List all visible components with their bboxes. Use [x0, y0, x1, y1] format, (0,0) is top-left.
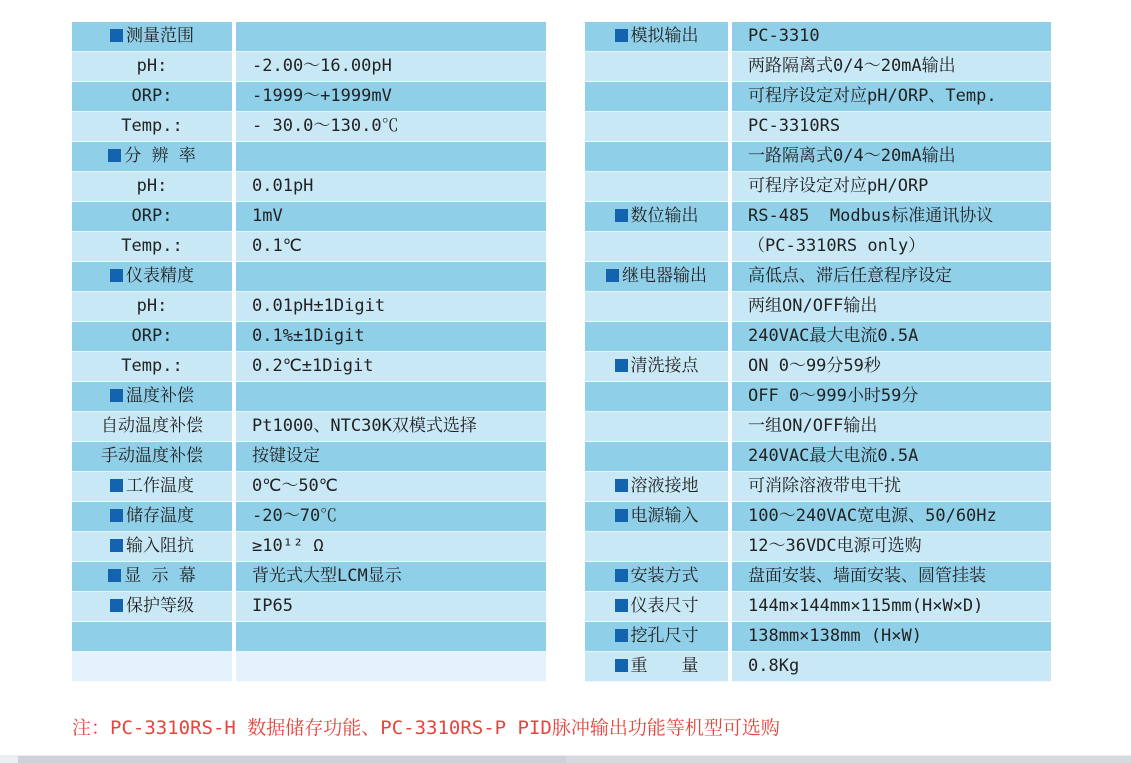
spec-label: 数位输出 [585, 202, 728, 232]
table-row [585, 22, 1051, 52]
spec-label [585, 142, 728, 172]
spec-value: 240VAC最大电流0.5A [732, 322, 1051, 352]
spec-label: 电源输入 [585, 502, 728, 532]
table-row [72, 382, 546, 412]
table-row [72, 82, 546, 112]
section-bullet-square-icon [615, 359, 628, 372]
spec-label: 清洗接点 [585, 352, 728, 382]
spec-value: 240VAC最大电流0.5A [732, 442, 1051, 472]
spec-label [585, 382, 728, 412]
section-bullet-square-icon [108, 569, 121, 582]
spec-value: -20～70℃ [236, 502, 546, 532]
section-bullet-square-icon [110, 599, 123, 612]
spec-value: （PC-3310RS only） [732, 232, 1051, 262]
table-row [585, 412, 1051, 442]
table-row [72, 622, 546, 652]
spec-value: 按键设定 [236, 442, 546, 472]
spec-value: 背光式大型LCM显示 [236, 562, 546, 592]
table-row [585, 232, 1051, 262]
horizontal-scrollbar-track[interactable] [0, 755, 1131, 763]
table-row [585, 52, 1051, 82]
table-row [72, 412, 546, 442]
spec-label: 模拟输出 [585, 22, 728, 52]
section-bullet-square-icon [110, 509, 123, 522]
spec-value: 144m×144mm×115mm(H×W×D) [732, 592, 1051, 622]
spec-label: 手动温度补偿 [72, 442, 232, 472]
spec-value: - 30.0～130.0℃ [236, 112, 546, 142]
section-bullet-square-icon [110, 269, 123, 282]
section-bullet-square-icon [606, 269, 619, 282]
table-row [585, 82, 1051, 112]
spec-label [585, 412, 728, 442]
spec-value: -1999～+1999mV [236, 82, 546, 112]
section-bullet-square-icon [615, 629, 628, 642]
spec-label [585, 112, 728, 142]
spec-label: ORP: [72, 322, 232, 352]
table-row [585, 592, 1051, 622]
table-row [72, 202, 546, 232]
spec-value [236, 382, 546, 412]
spec-value: 0.1℃ [236, 232, 546, 262]
spec-value: 12～36VDC电源可选购 [732, 532, 1051, 562]
spec-value: 两路隔离式0/4～20mA输出 [732, 52, 1051, 82]
spec-value [236, 262, 546, 292]
spec-label [585, 232, 728, 262]
spec-label: 溶液接地 [585, 472, 728, 502]
section-bullet-square-icon [110, 479, 123, 492]
table-row [585, 262, 1051, 292]
section-bullet-square-icon [615, 659, 628, 672]
table-row [585, 142, 1051, 172]
spec-label [585, 82, 728, 112]
spec-label: 仪表精度 [72, 262, 232, 292]
spec-value: 盘面安装、墙面安装、圆管挂装 [732, 562, 1051, 592]
spec-label: 温度补偿 [72, 382, 232, 412]
spec-value: 0.01pH [236, 172, 546, 202]
spec-label: Temp.: [72, 352, 232, 382]
spec-value: -2.00～16.00pH [236, 52, 546, 82]
spec-value: 100～240VAC宽电源、50/60Hz [732, 502, 1051, 532]
table-row [72, 22, 546, 52]
spec-label: pH: [72, 52, 232, 82]
spec-label: 显 示 幕 [72, 562, 232, 592]
spec-label [72, 652, 232, 682]
spec-value [236, 22, 546, 52]
spec-label: pH: [72, 172, 232, 202]
table-row [585, 202, 1051, 232]
spec-label: Temp.: [72, 232, 232, 262]
table-row [585, 382, 1051, 412]
table-row [72, 652, 546, 682]
section-bullet-square-icon [615, 599, 628, 612]
section-bullet-square-icon [110, 389, 123, 402]
table-row [585, 472, 1051, 502]
spec-value: 可程序设定对应pH/ORP、Temp. [732, 82, 1051, 112]
spec-label: 继电器输出 [585, 262, 728, 292]
spec-label: ORP: [72, 82, 232, 112]
spec-label: 测量范围 [72, 22, 232, 52]
table-row [585, 562, 1051, 592]
spec-label: 重 量 [585, 652, 728, 682]
table-row [585, 112, 1051, 142]
spec-value: 可程序设定对应pH/ORP [732, 172, 1051, 202]
spec-value: ON 0～99分59秒 [732, 352, 1051, 382]
section-bullet-square-icon [615, 569, 628, 582]
spec-label: 仪表尺寸 [585, 592, 728, 622]
spec-table-right [585, 22, 1051, 682]
spec-value [236, 622, 546, 652]
spec-value: Pt1000、NTC30K双模式选择 [236, 412, 546, 442]
table-row [72, 52, 546, 82]
table-row [72, 322, 546, 352]
section-bullet-square-icon [615, 509, 628, 522]
table-row [585, 652, 1051, 682]
spec-label: pH: [72, 292, 232, 322]
spec-value: 0.01pH±1Digit [236, 292, 546, 322]
table-row [72, 502, 546, 532]
spec-label: 安装方式 [585, 562, 728, 592]
spec-label: 储存温度 [72, 502, 232, 532]
table-row [72, 472, 546, 502]
section-bullet-square-icon [615, 209, 628, 222]
spec-label: 自动温度补偿 [72, 412, 232, 442]
table-row [585, 352, 1051, 382]
table-row [72, 142, 546, 172]
spec-label: 保护等级 [72, 592, 232, 622]
spec-label: 挖孔尺寸 [585, 622, 728, 652]
spec-value [236, 142, 546, 172]
spec-label: 工作温度 [72, 472, 232, 502]
spec-value: IP65 [236, 592, 546, 622]
footnote: 注：PC-3310RS-H 数据储存功能、PC-3310RS-P PID脉冲输出功能等机型可选购 [72, 717, 780, 739]
spec-value [236, 652, 546, 682]
spec-value: 高低点、滞后任意程序设定 [732, 262, 1051, 292]
table-row [72, 442, 546, 472]
spec-label [585, 52, 728, 82]
spec-label [585, 292, 728, 322]
spec-label [72, 622, 232, 652]
spec-value: RS-485 Modbus标准通讯协议 [732, 202, 1051, 232]
spec-value: 可消除溶液带电干扰 [732, 472, 1051, 502]
section-bullet-square-icon [110, 539, 123, 552]
spec-value: 0℃～50℃ [236, 472, 546, 502]
spec-label [585, 442, 728, 472]
spec-value: 0.1%±1Digit [236, 322, 546, 352]
spec-value: 138mm×138mm (H×W) [732, 622, 1051, 652]
table-row [72, 562, 546, 592]
spec-label: 输入阻抗 [72, 532, 232, 562]
spec-value: 一组ON/OFF输出 [732, 412, 1051, 442]
spec-label: ORP: [72, 202, 232, 232]
spec-value: 1mV [236, 202, 546, 232]
table-row [72, 172, 546, 202]
spec-value: 两组ON/OFF输出 [732, 292, 1051, 322]
section-bullet-square-icon [108, 149, 121, 162]
section-bullet-square-icon [110, 29, 123, 42]
spec-value: 0.2℃±1Digit [236, 352, 546, 382]
spec-label [585, 532, 728, 562]
table-row [72, 532, 546, 562]
spec-value: OFF 0～999小时59分 [732, 382, 1051, 412]
table-row [72, 112, 546, 142]
table-row [585, 622, 1051, 652]
spec-value: PC-3310 [732, 22, 1051, 52]
table-row [72, 232, 546, 262]
table-row [72, 292, 546, 322]
section-bullet-square-icon [615, 479, 628, 492]
table-row [72, 592, 546, 622]
spec-value: ≥10¹² Ω [236, 532, 546, 562]
section-bullet-square-icon [615, 29, 628, 42]
spec-value: PC-3310RS [732, 112, 1051, 142]
table-row [585, 442, 1051, 472]
table-row [585, 322, 1051, 352]
spec-table-left [72, 22, 546, 682]
spec-value: 一路隔离式0/4～20mA输出 [732, 142, 1051, 172]
table-row [585, 172, 1051, 202]
spec-label [585, 172, 728, 202]
spec-label: Temp.: [72, 112, 232, 142]
table-row [72, 352, 546, 382]
table-row [72, 262, 546, 292]
horizontal-scrollbar-thumb-shade[interactable] [18, 756, 566, 763]
table-row [585, 532, 1051, 562]
spec-label [585, 322, 728, 352]
spec-value: 0.8Kg [732, 652, 1051, 682]
table-row [585, 502, 1051, 532]
spec-label: 分 辨 率 [72, 142, 232, 172]
table-row [585, 292, 1051, 322]
